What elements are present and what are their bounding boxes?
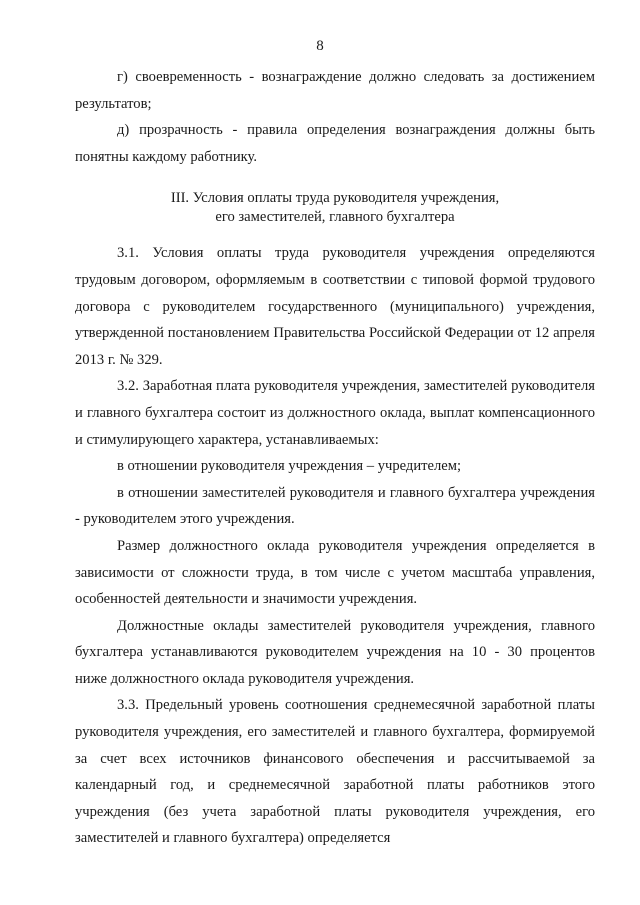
document-body [75, 64, 595, 852]
paragraph-director-salary: Размер должностного оклада руководителя учреждения определяется в зависимости от сложности труда, в том числе с учетом масштаба управления, особенностей деятельности и значимости учреждения. [75, 537, 595, 608]
section-heading [75, 189, 595, 227]
section-title-line-1: III. Условия оплаты труда руководителя учреждения, [170, 190, 500, 207]
paragraph-3-3: 3.3. Предельный уровень соотношения среднемесячной заработной платы руководителя учреждения, его заместителей и главного бухгалтера, формируемой за счет всех источников финансового обеспечения и рассчитываемой за календарный год, и среднемесячной заработной платы работников этого учреждения (без учета заработной платы руководителя учреждения, его заместителей и главного бухгалтера) определяется [75, 697, 595, 847]
paragraph-item-d: д) прозрачность - правила определения вознаграждения должны быть понятны каждому работнику. [75, 122, 595, 165]
paragraph-deputies-salary: Должностные оклады заместителей руководителя учреждения, главного бухгалтера устанавливаются руководителем учреждения на 10 - 30 процентов ниже должностного оклада руководителя учреждения. [75, 617, 595, 687]
paragraph-3-1: 3.1. Условия оплаты труда руководителя учреждения определяются трудовым договором, оформляемым в соответствии с типовой формой трудового договора с руководителем государственного (муниципального) учреждения, утвержденной постановлением Правительства Российской Федерации от 12 апреля 2013 г. № 329. [75, 245, 595, 368]
paragraph-deputies-head: в отношении заместителей руководителя и главного бухгалтера учреждения - руководителем этого учреждения. [75, 484, 595, 528]
paragraph-3-2: 3.2. Заработная плата руководителя учреждения, заместителей руководителя и главного бухгалтера состоит из должностного оклада, выплат компенсационного и стимулирующего характера, устанавливаемых: [75, 378, 595, 448]
section-title-line-2: его заместителей, главного бухгалтера [215, 209, 455, 226]
page-number: 8 [316, 38, 324, 54]
paragraph-director-founder: в отношении руководителя учреждения – учредителем; [117, 458, 462, 475]
paragraph-item-g: г) своевременность - вознаграждение должно следовать за достижением результатов; [75, 69, 595, 112]
